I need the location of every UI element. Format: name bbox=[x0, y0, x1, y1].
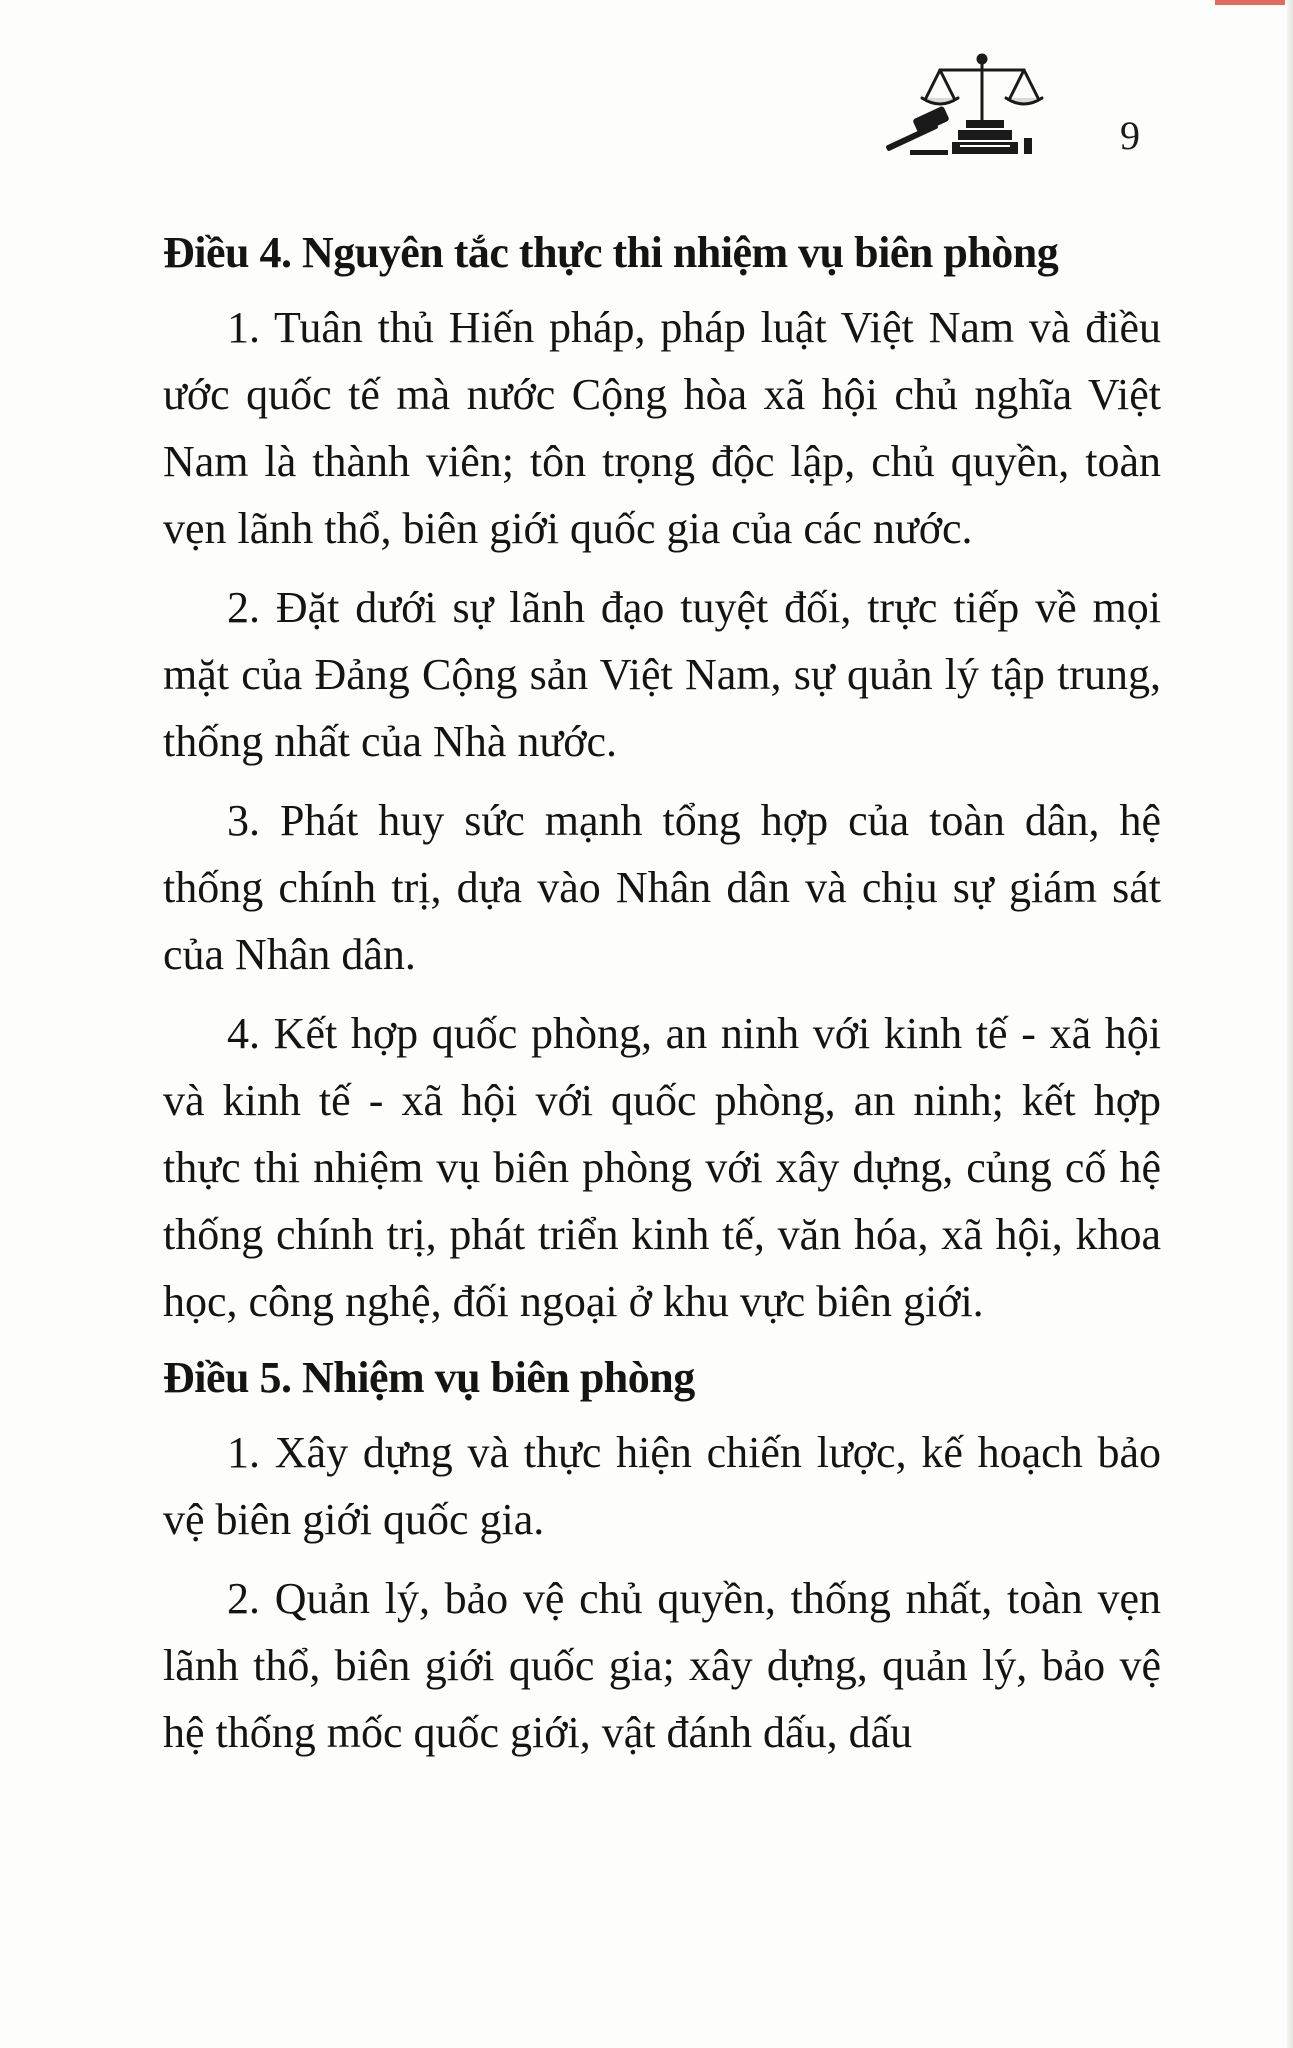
article-heading: Điều 5. Nhiệm vụ biên phòng bbox=[163, 1353, 695, 1402]
article-heading: Điều 4. Nguyên tắc thực thi nhiệm vụ biên phòng bbox=[163, 228, 1059, 277]
article-paragraph: 1. Xây dựng và thực hiện chiến lược, kế hoạch bảo vệ biên giới quốc gia. bbox=[163, 1428, 1161, 1544]
scales-of-justice-gavel-icon bbox=[880, 50, 1080, 160]
page-edge-shadow bbox=[1287, 0, 1293, 2048]
article-5 bbox=[163, 1347, 1161, 1766]
article-paragraph: 3. Phát huy sức mạnh tổng hợp của toàn dân, hệ thống chính trị, dựa vào Nhân dân và chịu sự giám sát của Nhân dân. bbox=[163, 796, 1161, 979]
article-4 bbox=[163, 222, 1161, 1335]
article-paragraph: 4. Kết hợp quốc phòng, an ninh với kinh tế - xã hội và kinh tế - xã hội với quốc phòng, an ninh; kết hợp thực thi nhiệm vụ biên phòng với xây dựng, củng cố hệ thống chính trị, phát triển kinh tế, văn hóa, xã hội, khoa học, công nghệ, đối ngoại ở khu vực biên giới. bbox=[163, 1009, 1161, 1326]
article-paragraph: 2. Quản lý, bảo vệ chủ quyền, thống nhất, toàn vẹn lãnh thổ, biên giới quốc gia; xây dựng, quản lý, bảo vệ hệ thống mốc quốc giới, vật đánh dấu, dấu bbox=[163, 1574, 1161, 1757]
article-paragraph: 2. Đặt dưới sự lãnh đạo tuyệt đối, trực tiếp về mọi mặt của Đảng Cộng sản Việt Nam, sự quản lý tập trung, thống nhất của Nhà nước. bbox=[163, 583, 1161, 766]
page-corner-mark bbox=[1215, 0, 1285, 5]
page-content bbox=[163, 222, 1161, 1778]
page-number: 9 bbox=[1120, 113, 1140, 158]
article-paragraph: 1. Tuân thủ Hiến pháp, pháp luật Việt Nam và điều ước quốc tế mà nước Cộng hòa xã hội chủ nghĩa Việt Nam là thành viên; tôn trọng độc lập, chủ quyền, toàn vẹn lãnh thổ, biên giới quốc gia của các nước. bbox=[163, 303, 1161, 553]
